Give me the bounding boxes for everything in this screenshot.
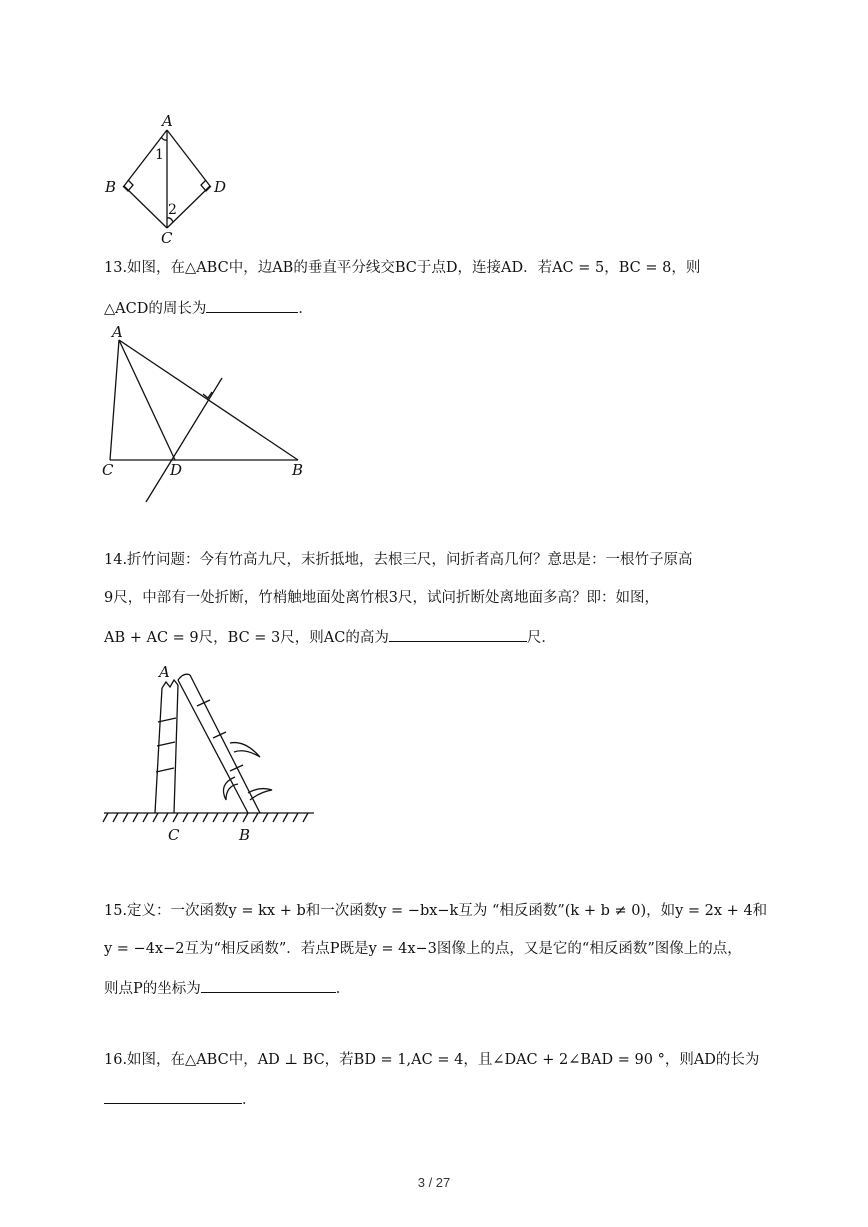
q14-answer-blank[interactable] <box>389 626 527 642</box>
q16-line2-end: ． <box>242 1092 257 1108</box>
leaf-lower-right <box>248 789 272 800</box>
label-c: C <box>161 229 173 247</box>
q15-line2: y = −4x−2互为“相反函数”．若点P既是y = 4x−3图像上的点，又是它的“相反函数”图像上的点， <box>104 941 742 957</box>
figure-q13-triangle <box>100 322 320 512</box>
page-number: 3 / 27 <box>417 1175 451 1190</box>
q14-line3-end: 尺． <box>526 630 556 646</box>
q15-line1: 15.定义：一次函数y = kx + b和一次函数y = −bx−k互为 “相反函数”(k + b ≠ 0)，如y = 2x + 4和 <box>104 903 768 919</box>
figure-q12-kite <box>100 110 240 245</box>
angle-label-2: 2 <box>168 202 177 218</box>
q15-line3-end: ． <box>335 981 351 997</box>
label-b: B <box>105 178 117 196</box>
label-b: B <box>292 461 304 479</box>
q14-line3 <box>104 626 556 648</box>
angle-label-1: 1 <box>155 147 164 163</box>
q16-line1: 16.如图，在△ABC中，AD ⊥ BC，若BD = 1,AC = 4，且∠DAC + 2∠BAD = 90 °，则AD的长为 <box>104 1052 760 1068</box>
q15-line3 <box>104 977 350 999</box>
label-d: D <box>214 178 227 196</box>
segment-ad <box>167 130 210 186</box>
q16-answer-blank[interactable] <box>104 1088 242 1104</box>
label-b: B <box>239 826 251 844</box>
label-a: A <box>112 323 123 341</box>
q15-line3-text: 则点P的坐标为 <box>104 981 201 997</box>
label-c: C <box>102 461 114 479</box>
ground-hatching <box>103 813 308 822</box>
q13-line2 <box>104 297 313 319</box>
label-a: A <box>159 663 170 681</box>
figure-q14-bamboo <box>100 660 330 845</box>
angle-arc-2 <box>167 218 173 222</box>
label-a: A <box>162 112 173 130</box>
segment-bc <box>124 186 167 228</box>
label-c: C <box>168 826 180 844</box>
label-d: D <box>170 461 183 479</box>
q15-answer-blank[interactable] <box>201 977 336 993</box>
q13-line2-text: △ACD的周长为 <box>104 301 207 317</box>
q14-line3-text: AB + AC = 9尺，BC = 3尺，则AC的高为 <box>104 630 389 646</box>
leaf-upper <box>230 743 260 757</box>
q14-line2: 9尺，中部有一处折断，竹梢触地面处离竹根3尺，试问折断处离地面多高？即：如图， <box>104 590 659 606</box>
segment-ac <box>110 340 119 460</box>
angle-arc-1 <box>161 137 167 140</box>
q13-line2-end: ． <box>298 301 313 317</box>
perpendicular-bisector <box>146 378 222 502</box>
q16-line2 <box>104 1088 257 1110</box>
q13-answer-blank[interactable] <box>206 297 298 313</box>
bamboo-broken-top <box>178 674 260 813</box>
bamboo-trunk <box>155 680 178 813</box>
q14-line1: 14.折竹问题：今有竹高九尺，末折抵地，去根三尺，问折者高几何？意思是：一根竹子原高 <box>104 552 693 568</box>
q13-line1: 13.如图，在△ABC中，边AB的垂直平分线交BC于点D，连接AD．若AC = 5，BC = 8，则 <box>104 260 701 276</box>
